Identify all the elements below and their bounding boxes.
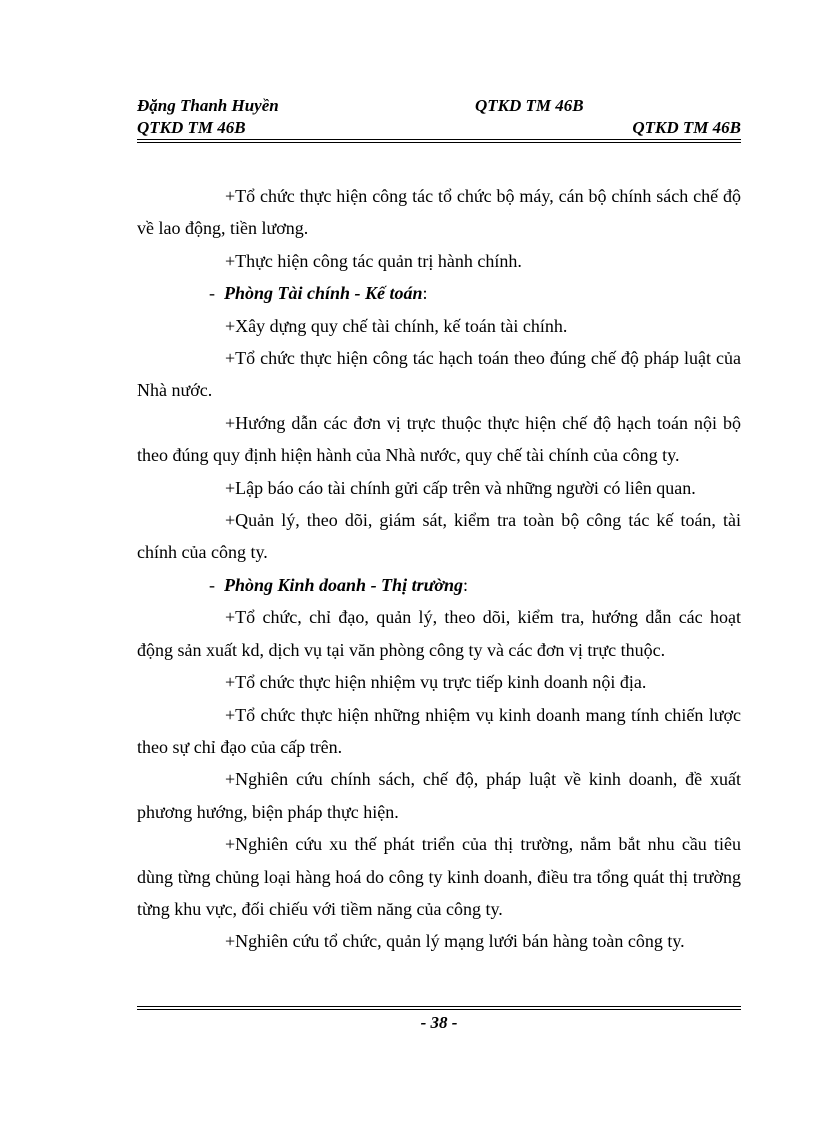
heading-dash: - [209, 574, 215, 595]
heading-colon: : [463, 574, 469, 595]
paragraph: +Tổ chức thực hiện công tác hạch toán theo đúng chế độ pháp luật của Nhà nước. [137, 348, 741, 401]
section-heading-finance [137, 277, 741, 309]
paragraph: +Lập báo cáo tài chính gửi cấp trên và những người có liên quan. [225, 477, 696, 498]
header-rule-top [137, 139, 741, 140]
section-heading-business [137, 569, 741, 601]
header-author: Đặng Thanh Huyền [137, 96, 279, 115]
paragraph: +Hướng dẫn các đơn vị trực thuộc thực hiện chế độ hạch toán nội bộ theo đúng quy định hiện hành của Nhà nước, quy chế tài chính của công ty. [137, 412, 741, 466]
paragraph: +Thực hiện công tác quản trị hành chính. [225, 250, 522, 271]
footer-rule-bottom [137, 1009, 741, 1010]
heading-title: Phòng Kinh doanh - Thị trường [224, 574, 464, 595]
header-course-right: QTKD TM 46B [632, 118, 741, 137]
footer-rule-top [137, 1006, 741, 1007]
paragraph: +Xây dựng quy chế tài chính, kế toán tài chính. [225, 315, 568, 336]
heading-colon: : [422, 283, 428, 304]
paragraph: +Tổ chức thực hiện công tác tổ chức bộ máy, cán bộ chính sách chế độ về lao động, tiền lương. [137, 186, 741, 239]
paragraph: +Tổ chức thực hiện nhiệm vụ trực tiếp kinh doanh nội địa. [225, 672, 647, 693]
header-course-left: QTKD TM 46B [137, 118, 246, 137]
heading-dash: - [209, 283, 215, 304]
header-rule-bottom [137, 142, 741, 143]
paragraph: +Tổ chức, chỉ đạo, quản lý, theo dõi, kiểm tra, hướng dẫn các hoạt động sản xuất kd, dịch vụ tại văn phòng công ty và các đơn vị trực thuộc. [137, 607, 741, 660]
page-number: - 38 - [420, 1013, 458, 1032]
paragraph: +Tổ chức thực hiện những nhiệm vụ kinh doanh mang tính chiến lược theo sự chỉ đạo của cấp trên. [137, 704, 741, 757]
paragraph: +Quản lý, theo dõi, giám sát, kiểm tra toàn bộ công tác kế toán, tài chính của công ty. [137, 510, 741, 563]
document-body [137, 180, 741, 958]
heading-title: Phòng Tài chính - Kế toán [224, 283, 423, 304]
page-header [137, 96, 741, 142]
header-course-center: QTKD TM 46B [475, 96, 584, 115]
paragraph: +Nghiên cứu xu thế phát triển của thị trường, nắm bắt nhu cầu tiêu dùng từng chủng loại hàng hoá do công ty kinh doanh, điều tra tổng quát thị trường từng khu vực, đối chiếu với tiềm năng của công ty. [137, 834, 741, 919]
paragraph: +Nghiên cứu chính sách, chế độ, pháp luật về kinh doanh, đề xuất phương hướng, biện pháp thực hiện. [137, 769, 741, 822]
paragraph: +Nghiên cứu tổ chức, quản lý mạng lưới bán hàng toàn công ty. [225, 931, 685, 952]
